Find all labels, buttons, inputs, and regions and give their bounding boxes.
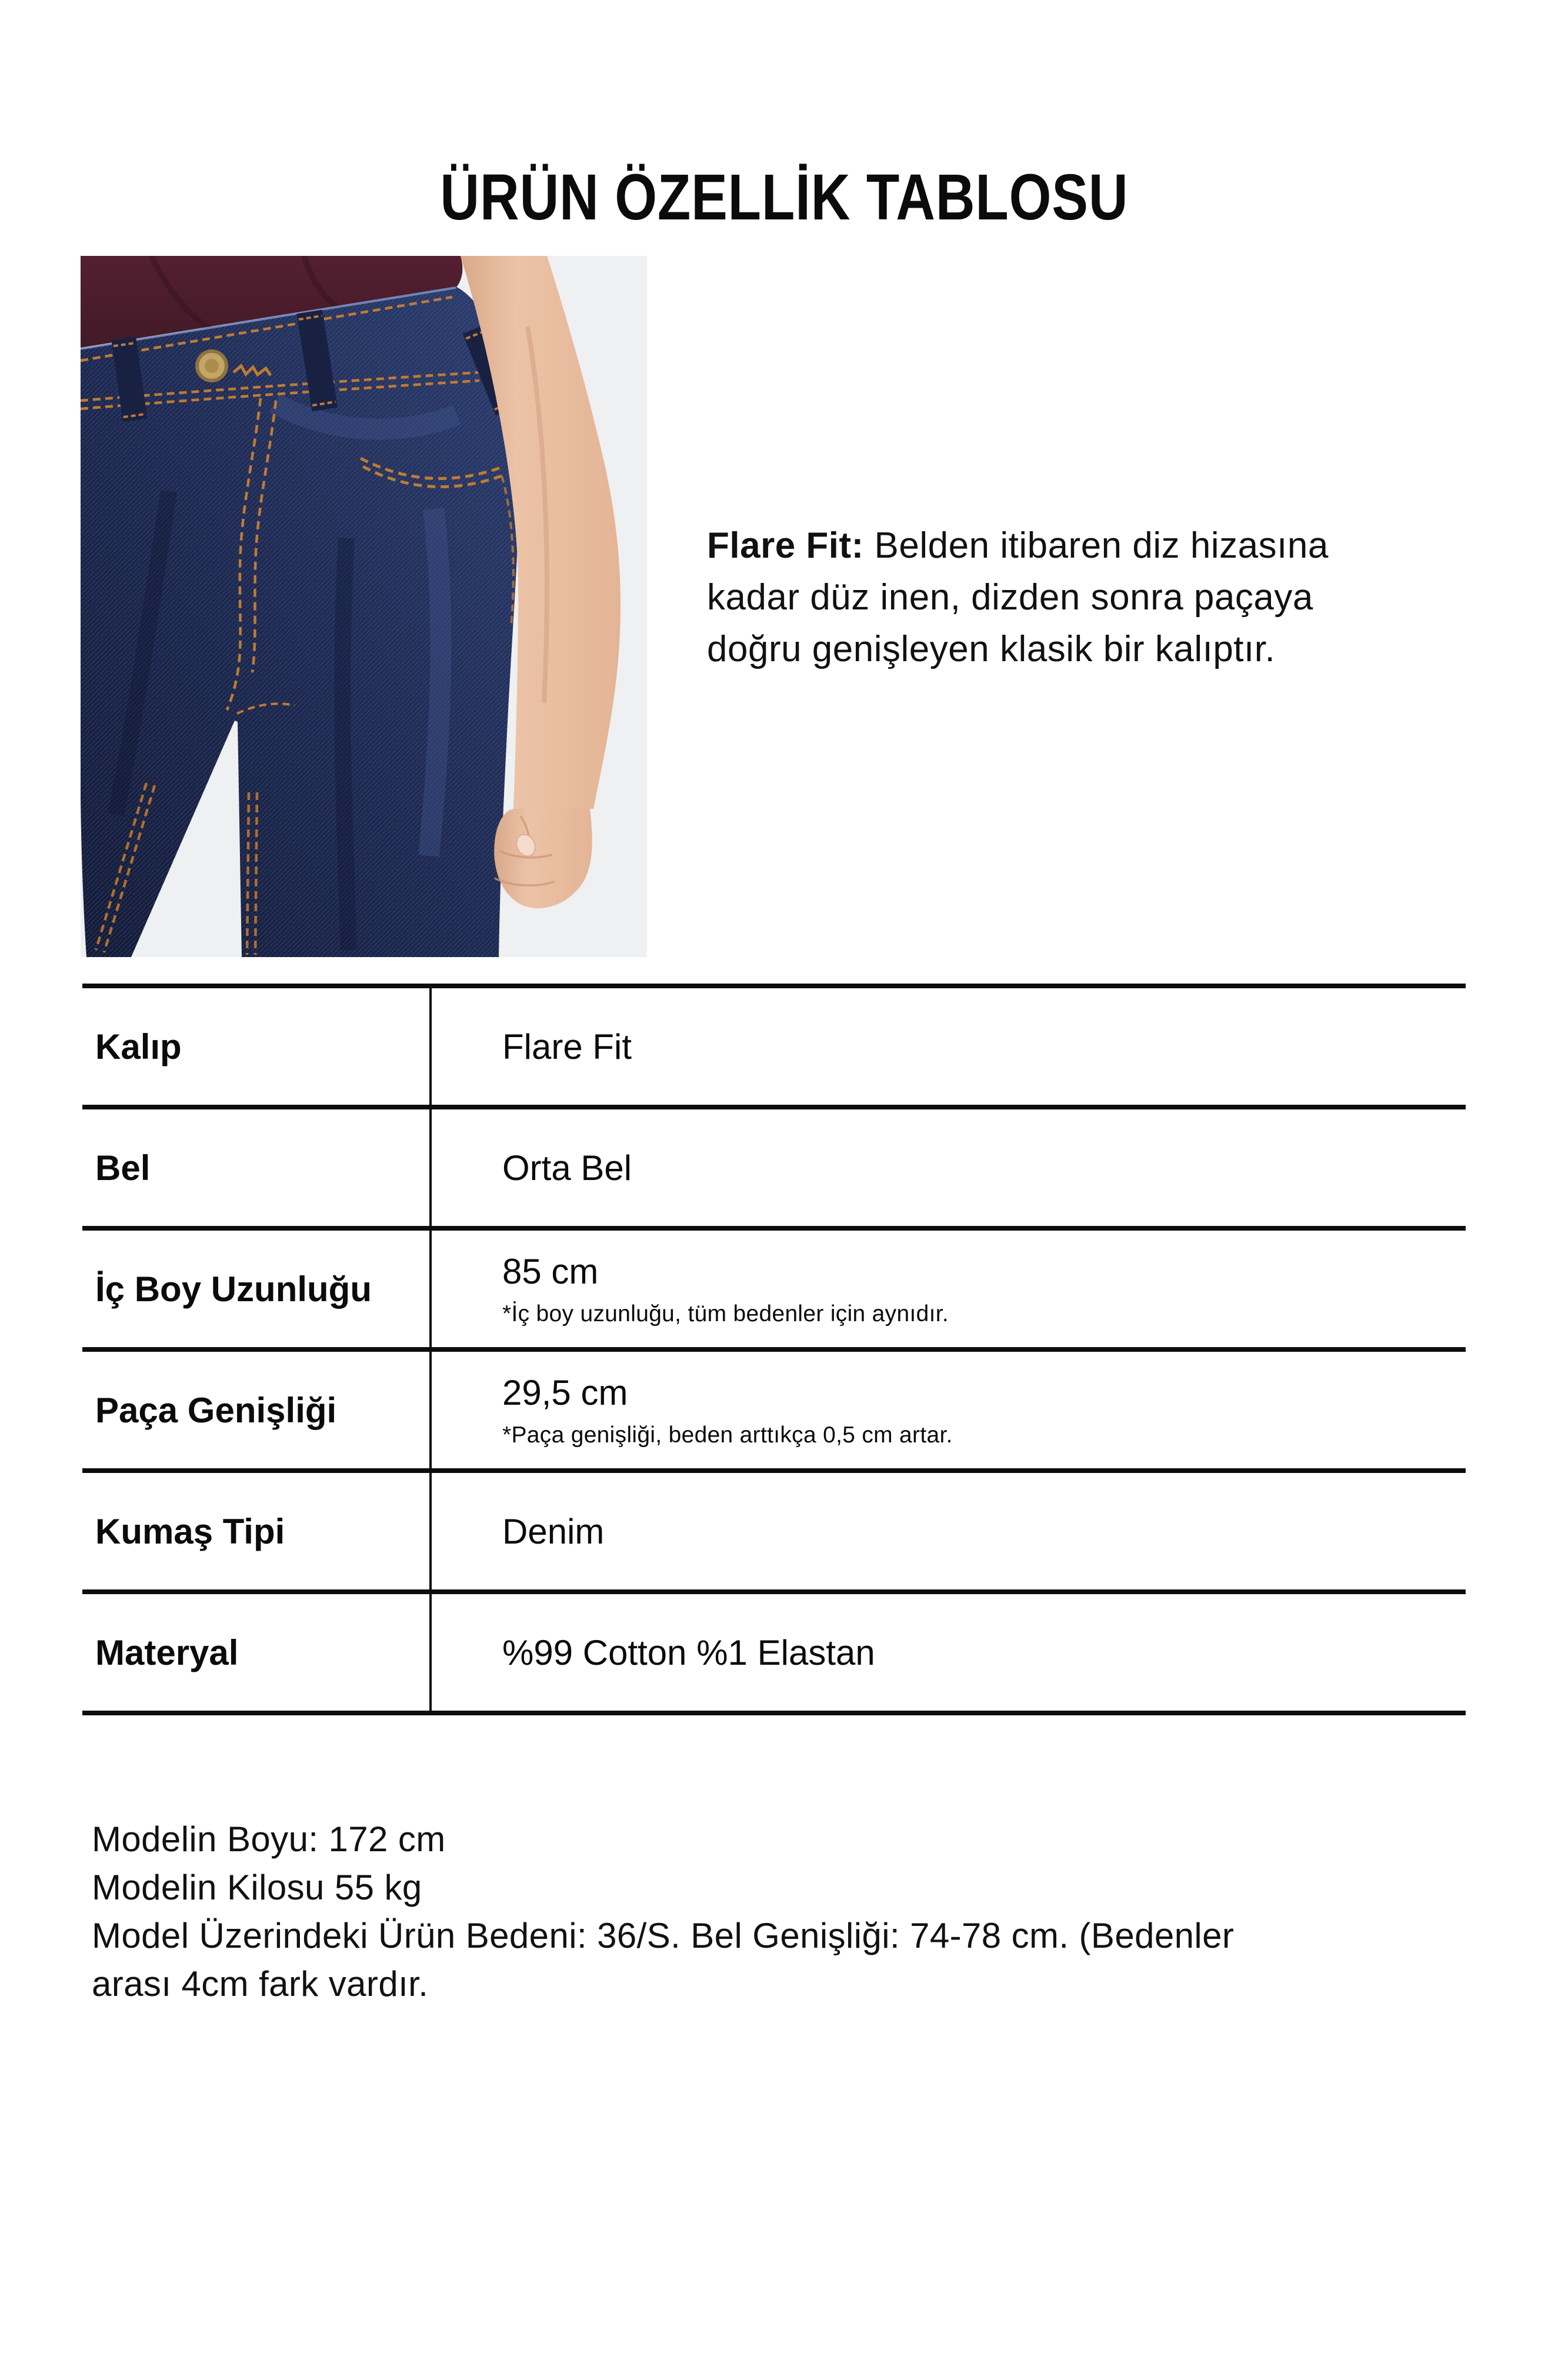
spec-label: Kumaş Tipi <box>82 1473 432 1589</box>
spec-label: Materyal <box>82 1594 432 1711</box>
spec-label: İç Boy Uzunluğu <box>82 1231 432 1347</box>
spec-label: Kalıp <box>82 988 432 1105</box>
spec-value-cell <box>432 988 1466 1105</box>
spec-label: Bel <box>82 1109 432 1226</box>
spec-value: Orta Bel <box>502 1148 632 1188</box>
jeans-button <box>195 349 228 382</box>
spec-note: *Paça genişliği, beden arttıkça 0,5 cm artar. <box>502 1422 953 1448</box>
spec-value-cell <box>432 1594 1466 1711</box>
spec-table <box>82 984 1466 1715</box>
table-row <box>82 1473 1466 1594</box>
model-info-line: Modelin Kilosu 55 kg <box>92 1868 422 1907</box>
spec-note: *İç boy uzunluğu, tüm bedenler için aynıdır. <box>502 1301 949 1327</box>
fit-description-text: Belden itibaren diz hizasına <box>863 525 1329 566</box>
spec-value: %99 Cotton %1 Elastan <box>502 1632 875 1672</box>
fit-description-line1 <box>707 520 1329 572</box>
fit-description <box>707 520 1329 675</box>
table-row <box>82 1109 1466 1231</box>
table-row <box>82 1594 1466 1715</box>
table-row <box>82 988 1466 1109</box>
fit-description-line3: doğru genişleyen klasik bir kalıptır. <box>707 629 1276 669</box>
spec-value: 29,5 cm <box>502 1372 628 1412</box>
spec-label: Paça Genişliği <box>82 1352 432 1468</box>
page-title-wrap <box>0 160 1568 235</box>
table-row <box>82 1352 1466 1473</box>
table-row <box>82 1231 1466 1352</box>
model-info-line: Modelin Boyu: 172 cm <box>92 1819 446 1859</box>
fit-description-line2: kadar düz inen, dizden sonra paçaya <box>707 577 1313 618</box>
spec-value: Flare Fit <box>502 1026 632 1066</box>
fit-name-label: Flare Fit: <box>707 525 864 566</box>
model-info-line: Model Üzerindeki Ürün Bedeni: 36/S. Bel Genişliği: 74-78 cm. (Bedenler <box>92 1916 1235 1955</box>
model-info <box>92 1815 1234 2008</box>
spec-value: 85 cm <box>502 1251 599 1291</box>
spec-value-cell <box>432 1352 1466 1468</box>
page-title: ÜRÜN ÖZELLİK TABLOSU <box>439 161 1128 234</box>
spec-value-cell <box>432 1109 1466 1226</box>
spec-value-cell <box>432 1473 1466 1589</box>
product-photo <box>81 256 647 957</box>
model-info-line: arası 4cm fark vardır. <box>92 1964 429 2004</box>
spec-value-cell <box>432 1231 1466 1347</box>
product-photo-illustration <box>81 256 647 957</box>
spec-value: Denim <box>502 1511 605 1551</box>
